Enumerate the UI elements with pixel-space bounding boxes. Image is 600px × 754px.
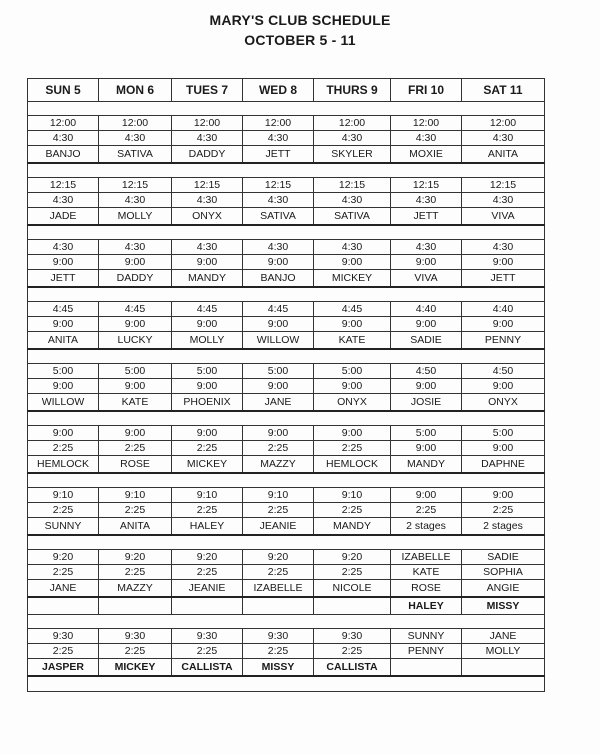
time-cell: 2:25 [172, 441, 243, 456]
time-cell: IZABELLE [391, 550, 462, 565]
time-cell: KATE [391, 565, 462, 580]
time-cell: 4:30 [28, 240, 99, 255]
dancer-row [28, 580, 545, 598]
dancer-cell: JEANIE [172, 580, 243, 598]
end-time-row [28, 441, 545, 456]
dancer-cell: MANDY [172, 270, 243, 288]
day-header: SUN 5 [28, 79, 99, 102]
time-cell: 4:30 [99, 240, 172, 255]
dancer-cell: ROSE [99, 456, 172, 474]
time-cell: 5:00 [462, 426, 545, 441]
time-cell: 9:00 [172, 426, 243, 441]
start-time-row [28, 550, 545, 565]
block-separator [28, 225, 545, 240]
time-cell: 4:45 [172, 302, 243, 317]
time-cell: SADIE [462, 550, 545, 565]
dancer-cell: ANITA [462, 146, 545, 164]
time-cell: 9:00 [462, 488, 545, 503]
start-time-row [28, 488, 545, 503]
time-cell: 12:15 [172, 178, 243, 193]
dancer-cell: DAPHNE [462, 456, 545, 474]
time-cell: 4:30 [99, 193, 172, 208]
time-cell: 5:00 [28, 364, 99, 379]
time-cell: 4:30 [243, 131, 314, 146]
dancer-cell: DADDY [99, 270, 172, 288]
time-cell: 9:00 [99, 426, 172, 441]
time-cell: 5:00 [314, 364, 391, 379]
dancer-cell: JETT [28, 270, 99, 288]
time-cell: 2:25 [99, 441, 172, 456]
start-time-row [28, 426, 545, 441]
end-time-row [28, 503, 545, 518]
dancer-cell [314, 597, 391, 615]
dancer-cell: BANJO [243, 270, 314, 288]
dancer-cell: PHOENIX [172, 394, 243, 412]
dancer-cell: ANITA [99, 518, 172, 536]
time-cell: 9:00 [391, 488, 462, 503]
time-cell: 2:25 [314, 503, 391, 518]
dancer-cell: JANE [28, 580, 99, 598]
time-cell: 12:15 [99, 178, 172, 193]
time-cell: 2:25 [28, 503, 99, 518]
dancer-cell: JETT [391, 208, 462, 226]
end-time-row [28, 255, 545, 270]
time-cell: 4:30 [99, 131, 172, 146]
dancer-cell: MISSY [462, 597, 545, 615]
time-cell: 2:25 [243, 441, 314, 456]
dancer-cell: MAZZY [99, 580, 172, 598]
time-cell: 9:00 [28, 255, 99, 270]
time-cell: 12:00 [172, 116, 243, 131]
dancer-cell [172, 597, 243, 615]
end-time-row [28, 193, 545, 208]
end-time-row [28, 565, 545, 580]
time-cell: 4:30 [172, 193, 243, 208]
time-cell: 9:00 [391, 379, 462, 394]
dancer-cell: 2 stages [462, 518, 545, 536]
dancer-cell: SADIE [391, 332, 462, 350]
day-header-row [28, 79, 545, 102]
time-cell: 12:00 [243, 116, 314, 131]
time-cell: 2:25 [28, 644, 99, 659]
start-time-row [28, 178, 545, 193]
time-cell: 9:00 [99, 255, 172, 270]
schedule-date-range: OCTOBER 5 - 11 [244, 32, 356, 48]
dancer-cell: CALLISTA [172, 659, 243, 677]
time-cell: 4:30 [462, 193, 545, 208]
day-header: FRI 10 [391, 79, 462, 102]
time-cell: 4:30 [314, 240, 391, 255]
dancer-cell: MICKEY [172, 456, 243, 474]
dancer-row [28, 208, 545, 226]
dancer-cell: BANJO [28, 146, 99, 164]
dancer-cell: HALEY [391, 597, 462, 615]
time-cell: 9:30 [243, 629, 314, 644]
time-cell: 2:25 [99, 565, 172, 580]
dancer-cell: ANGIE [462, 580, 545, 598]
dancer-cell: HEMLOCK [314, 456, 391, 474]
time-cell: 9:10 [243, 488, 314, 503]
dancer-row [28, 456, 545, 474]
time-cell: 4:30 [314, 193, 391, 208]
time-cell: 2:25 [172, 503, 243, 518]
time-cell: 4:30 [391, 193, 462, 208]
time-cell: 12:15 [28, 178, 99, 193]
day-header: WED 8 [243, 79, 314, 102]
time-cell: SUNNY [391, 629, 462, 644]
dancer-cell: ONYX [314, 394, 391, 412]
end-time-row [28, 317, 545, 332]
dancer-cell: WILLOW [28, 394, 99, 412]
dancer-cell: JETT [462, 270, 545, 288]
time-cell: 12:15 [462, 178, 545, 193]
dancer-cell: ONYX [462, 394, 545, 412]
time-cell: 4:30 [172, 240, 243, 255]
time-cell: 9:20 [28, 550, 99, 565]
dancer-cell: PENNY [462, 332, 545, 350]
end-time-row [28, 644, 545, 659]
time-cell: 2:25 [314, 565, 391, 580]
dancer-cell [391, 659, 462, 677]
time-cell: 9:30 [172, 629, 243, 644]
time-cell: 9:00 [243, 255, 314, 270]
time-cell: MOLLY [462, 644, 545, 659]
schedule-table [27, 78, 545, 692]
time-cell: 4:40 [462, 302, 545, 317]
time-cell: 5:00 [391, 426, 462, 441]
time-cell: 12:00 [314, 116, 391, 131]
start-time-row [28, 116, 545, 131]
time-cell: 9:10 [28, 488, 99, 503]
time-cell: 9:00 [462, 317, 545, 332]
time-cell: 9:00 [391, 317, 462, 332]
dancer-cell: JANE [243, 394, 314, 412]
dancer-cell: LUCKY [99, 332, 172, 350]
time-cell: 9:20 [172, 550, 243, 565]
start-time-row [28, 629, 545, 644]
time-cell: 5:00 [172, 364, 243, 379]
time-cell: 4:45 [243, 302, 314, 317]
time-cell: 4:30 [462, 240, 545, 255]
time-cell: 2:25 [391, 503, 462, 518]
day-header: MON 6 [99, 79, 172, 102]
time-cell: 12:00 [391, 116, 462, 131]
dancer-cell: SATIVA [314, 208, 391, 226]
dancer-row [28, 270, 545, 288]
time-cell: 4:30 [243, 193, 314, 208]
time-cell: 2:25 [243, 503, 314, 518]
schedule-title: MARY'S CLUB SCHEDULE [209, 12, 391, 28]
time-cell: 5:00 [99, 364, 172, 379]
dancer-cell: MISSY [243, 659, 314, 677]
time-cell: 2:25 [243, 565, 314, 580]
time-cell: 12:00 [462, 116, 545, 131]
time-cell: 4:40 [391, 302, 462, 317]
day-header: TUES 7 [172, 79, 243, 102]
time-cell: 2:25 [28, 565, 99, 580]
time-cell: 9:00 [314, 379, 391, 394]
dancer-cell [243, 597, 314, 615]
time-cell: 4:30 [243, 240, 314, 255]
block-separator [28, 411, 545, 426]
dancer-cell: MICKEY [314, 270, 391, 288]
dancer-cell: JADE [28, 208, 99, 226]
time-cell: 4:50 [462, 364, 545, 379]
time-cell: 9:30 [99, 629, 172, 644]
time-cell: 9:00 [99, 317, 172, 332]
time-cell: SOPHIA [462, 565, 545, 580]
time-cell: 5:00 [243, 364, 314, 379]
dancer-cell [99, 597, 172, 615]
time-cell: 12:15 [391, 178, 462, 193]
time-cell: 9:20 [243, 550, 314, 565]
time-cell: 9:00 [314, 426, 391, 441]
time-cell: 9:20 [99, 550, 172, 565]
time-cell: 9:00 [243, 379, 314, 394]
time-cell: 4:45 [28, 302, 99, 317]
block-separator [28, 349, 545, 364]
block-separator [28, 102, 545, 116]
dancer-cell: MANDY [314, 518, 391, 536]
dancer-cell: 2 stages [391, 518, 462, 536]
dancer-cell: JETT [243, 146, 314, 164]
end-time-row [28, 379, 545, 394]
day-header: SAT 11 [462, 79, 545, 102]
time-cell: 4:30 [28, 193, 99, 208]
time-cell: 9:00 [28, 426, 99, 441]
end-time-row [28, 131, 545, 146]
dancer-cell: MOXIE [391, 146, 462, 164]
time-cell: 2:25 [172, 644, 243, 659]
time-cell: 4:30 [391, 240, 462, 255]
time-cell: 4:45 [99, 302, 172, 317]
time-cell: 9:00 [172, 379, 243, 394]
dancer-cell: VIVA [391, 270, 462, 288]
time-cell: 2:25 [462, 503, 545, 518]
dancer-cell: JOSIE [391, 394, 462, 412]
dancer-cell: JASPER [28, 659, 99, 677]
time-cell: 9:30 [28, 629, 99, 644]
dancer-cell: SUNNY [28, 518, 99, 536]
dancer-cell: VIVA [462, 208, 545, 226]
time-cell: 2:25 [314, 644, 391, 659]
dancer-cell: MOLLY [172, 332, 243, 350]
time-cell: 12:15 [314, 178, 391, 193]
time-cell: 2:25 [28, 441, 99, 456]
time-cell: 2:25 [99, 644, 172, 659]
time-cell: 2:25 [99, 503, 172, 518]
time-cell: 9:00 [243, 317, 314, 332]
time-cell: 4:30 [391, 131, 462, 146]
start-time-row [28, 302, 545, 317]
dancer-cell [28, 597, 99, 615]
time-cell: 9:00 [462, 379, 545, 394]
dancer-cell: SKYLER [314, 146, 391, 164]
block-separator [28, 287, 545, 302]
dancer-cell: SATIVA [243, 208, 314, 226]
dancer-row [28, 332, 545, 350]
block-separator [28, 615, 545, 629]
dancer-cell: HALEY [172, 518, 243, 536]
start-time-row [28, 364, 545, 379]
dancer-cell: WILLOW [243, 332, 314, 350]
dancer-cell: MANDY [391, 456, 462, 474]
time-cell: 4:30 [462, 131, 545, 146]
start-time-row [28, 240, 545, 255]
dancer-cell: CALLISTA [314, 659, 391, 677]
dancer-cell: DADDY [172, 146, 243, 164]
time-cell: 9:10 [314, 488, 391, 503]
time-cell: 4:50 [391, 364, 462, 379]
block-separator [28, 535, 545, 550]
time-cell: 9:00 [28, 317, 99, 332]
time-cell: 9:00 [391, 255, 462, 270]
time-cell: 9:00 [314, 317, 391, 332]
dancer-row [28, 394, 545, 412]
dancer-cell: ONYX [172, 208, 243, 226]
day-header: THURS 9 [314, 79, 391, 102]
dancer-cell: KATE [99, 394, 172, 412]
time-cell: JANE [462, 629, 545, 644]
dancer-cell: MOLLY [99, 208, 172, 226]
time-cell: 9:20 [314, 550, 391, 565]
dancer-cell: ANITA [28, 332, 99, 350]
time-cell: 9:00 [391, 441, 462, 456]
time-cell: 9:00 [462, 441, 545, 456]
time-cell: 2:25 [172, 565, 243, 580]
dancer-cell: KATE [314, 332, 391, 350]
time-cell: 12:00 [99, 116, 172, 131]
time-cell: 12:15 [243, 178, 314, 193]
time-cell: 2:25 [243, 644, 314, 659]
time-cell: 9:00 [243, 426, 314, 441]
dancer-row [28, 659, 545, 677]
time-cell: 9:00 [462, 255, 545, 270]
dancer-cell: NICOLE [314, 580, 391, 598]
block-separator [28, 473, 545, 488]
time-cell: 2:25 [314, 441, 391, 456]
time-cell: 9:30 [314, 629, 391, 644]
time-cell: 4:30 [28, 131, 99, 146]
dancer-row [28, 518, 545, 536]
time-cell: 9:00 [314, 255, 391, 270]
time-cell: 12:00 [28, 116, 99, 131]
time-cell: 9:10 [172, 488, 243, 503]
time-cell: PENNY [391, 644, 462, 659]
dancer-cell: SATIVA [99, 146, 172, 164]
time-cell: 9:00 [99, 379, 172, 394]
dancer-cell: ROSE [391, 580, 462, 598]
dancer-cell: HEMLOCK [28, 456, 99, 474]
dancer-cell: JEANIE [243, 518, 314, 536]
dancer-cell: MAZZY [243, 456, 314, 474]
time-cell: 9:10 [99, 488, 172, 503]
table-footer-row [28, 676, 545, 692]
dancer-row [28, 146, 545, 164]
time-cell: 4:30 [314, 131, 391, 146]
time-cell: 9:00 [172, 255, 243, 270]
dancer-cell: IZABELLE [243, 580, 314, 598]
dancer-row [28, 597, 545, 615]
time-cell: 9:00 [172, 317, 243, 332]
time-cell: 9:00 [28, 379, 99, 394]
dancer-cell [462, 659, 545, 677]
block-separator [28, 163, 545, 178]
time-cell: 4:45 [314, 302, 391, 317]
dancer-cell: MICKEY [99, 659, 172, 677]
time-cell: 4:30 [172, 131, 243, 146]
